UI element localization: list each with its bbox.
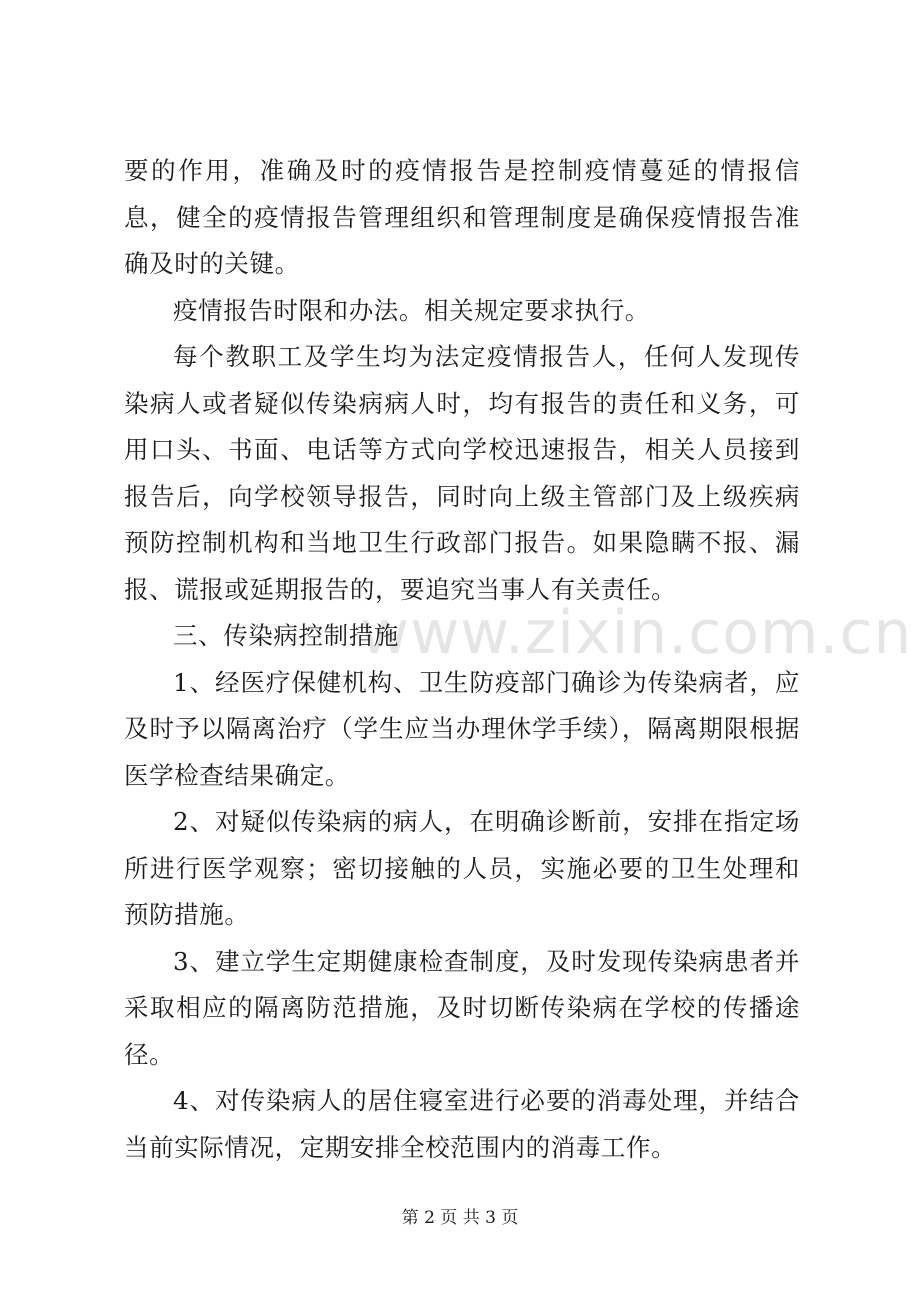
paragraph-measure-2: 2、对疑似传染病的病人，在明确诊断前，安排在指定场所进行医学观察；密切接触的人员，实施必要的卫生处理和预防措施。 (124, 807, 800, 929)
section-heading-control-measures: 三、传染病控制措施 (173, 621, 399, 650)
paragraph-report-timing: 疫情报告时限和办法。相关规定要求执行。 (173, 295, 650, 325)
paragraph-reporters: 每个教职工及学生均为法定疫情报告人，任何人发现传染病人或者疑似传染病病人时，均有报告的责任和义务，可用口头、书面、电话等方式向学校迅速报告，相关人员接到报告后，向学校领导报告，同时向上级主管部门及上级疾病预防控制机构和当地卫生行政部门报告。如果隐瞒不报、漏报、谎报或延期报告的，要追究当事人有关责任。 (124, 342, 800, 604)
watermark: www.zixin.com.cn (360, 598, 913, 668)
paragraph-measure-4: 4、对传染病人的居住寝室进行必要的消毒处理，并结合当前实际情况，定期安排全校范围内的消毒工作。 (124, 1086, 800, 1162)
paragraph-measure-1: 1、经医疗保健机构、卫生防疫部门确诊为传染病者，应及时予以隔离治疗（学生应当办理休学手续），隔离期限根据医学检查结果确定。 (124, 667, 800, 790)
paragraph-measure-3: 3、建立学生定期健康检查制度，及时发现传染病患者并采取相应的隔离防范措施，及时切断传染病在学校的传播途径。 (124, 946, 800, 1069)
paragraph-continuation: 要的作用，准确及时的疫情报告是控制疫情蔓延的情报信息，健全的疫情报告管理组织和管理制度是确保疫情报告准确及时的关键。 (124, 156, 800, 278)
page-footer: 第 2 页 共 3 页 (401, 1208, 519, 1228)
